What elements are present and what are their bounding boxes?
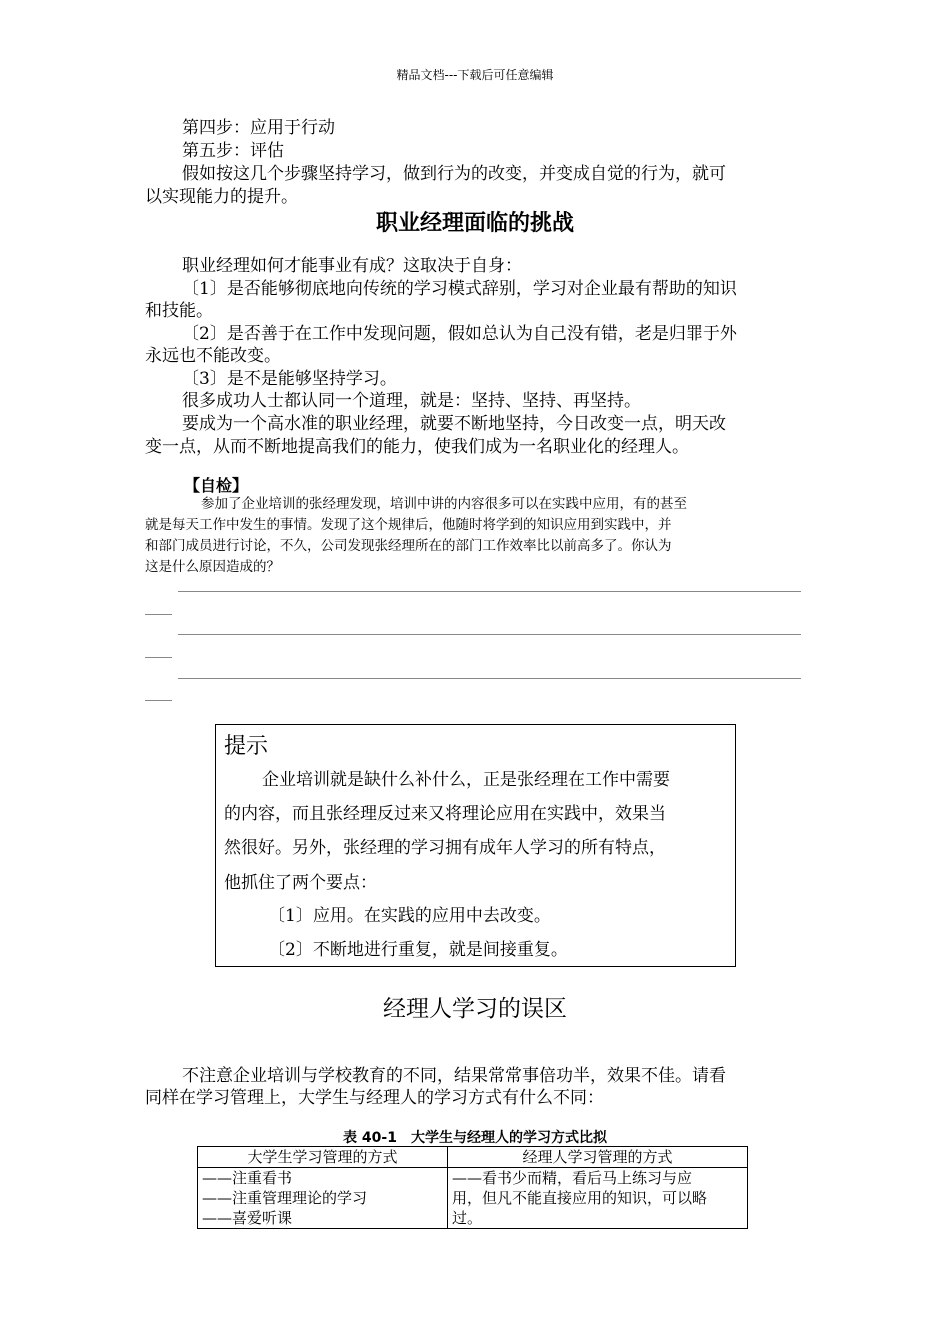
table-cell-line: 过。: [452, 1209, 483, 1227]
step-five: 第五步：评估: [182, 141, 284, 161]
section1-para2-line1: 要成为一个高水准的职业经理，就要不断地坚持，今日改变一点，明天改: [182, 414, 726, 434]
table-cell-line: ——注重管理理论的学习: [202, 1189, 368, 1207]
item1-line1: 〔1〕是否能够彻底地向传统的学习模式辞别，学习对企业最有帮助的知识: [182, 279, 737, 299]
tip-line2: 的内容，而且张经理反过来又将理论应用在实践中，效果当: [224, 804, 666, 824]
page-header: 精品文档---下载后可任意编辑: [396, 68, 554, 82]
table-cell-students: [198, 1168, 448, 1229]
tip-line1: 企业培训就是缺什么补什么，正是张经理在工作中需要: [262, 770, 670, 790]
intro-paragraph-line1: 假如按这几个步骤坚持学习，做到行为的改变，并变成自觉的行为，就可: [182, 164, 726, 184]
selfcheck-title: 【自检】: [184, 476, 249, 495]
answer-line[interactable]: [178, 634, 801, 635]
answer-line-continuation: [145, 614, 172, 615]
answer-line[interactable]: [178, 678, 801, 679]
section2-para-line1: 不注意企业培训与学校教育的不同，结果常常事倍功半，效果不佳。请看: [182, 1066, 726, 1086]
table-cell-line: ——注重看书: [202, 1169, 293, 1187]
step-four: 第四步：应用于行动: [182, 118, 335, 138]
section1-para2-line2: 变一点，从而不断地提高我们的能力，使我们成为一名职业化的经理人。: [145, 437, 689, 457]
table-header-row: [198, 1147, 748, 1168]
table-caption: 表 40-1 大学生与经理人的学习方式比拟: [343, 1130, 607, 1146]
item1-line2: 和技能。: [145, 301, 213, 321]
answer-line-continuation: [145, 700, 172, 701]
selfcheck-line2: 就是每天工作中发生的事情。发现了这个规律后，他随时将学到的知识应用到实践中，并: [145, 517, 672, 533]
selfcheck-line1: 参加了企业培训的张经理发现，培训中讲的内容很多可以在实践中应用，有的甚至: [201, 496, 687, 512]
table-row: [198, 1168, 748, 1229]
section2-para-line2: 同样在学习管理上，大学生与经理人的学习方式有什么不同：: [145, 1088, 604, 1108]
item2-line2: 永远也不能改变。: [145, 346, 281, 366]
intro-paragraph-line2: 以实现能力的提升。: [145, 187, 298, 207]
section-title-misconceptions: 经理人学习的误区: [383, 996, 567, 1022]
selfcheck-line4: 这是什么原因造成的？: [145, 559, 280, 575]
item2-line1: 〔2〕是否善于在工作中发现问题，假如总认为自己没有错，老是归罪于外: [182, 324, 737, 344]
table-cell-managers: [448, 1168, 748, 1229]
tip-point2: 〔2〕不断地进行重复，就是间接重复。: [268, 940, 568, 960]
tip-line4: 他抓住了两个要点：: [224, 873, 377, 893]
selfcheck-line3: 和部门成员进行讨论，不久，公司发现张经理所在的部门工作效率比以前高多了。你认为: [145, 538, 672, 554]
table-header-cell: 经理人学习管理的方式: [448, 1147, 748, 1168]
tip-box: [215, 724, 736, 967]
table-cell-line: ——喜爱听课: [202, 1209, 293, 1227]
table-cell-line: 用，但凡不能直接应用的知识，可以略: [452, 1189, 708, 1207]
tip-point1: 〔1〕应用。在实践的应用中去改变。: [268, 906, 551, 926]
tip-line3: 然很好。另外，张经理的学习拥有成年人学习的所有特点，: [224, 838, 666, 858]
section1-para1: 很多成功人士都认同一个道理，就是：坚持、坚持、再坚持。: [182, 391, 641, 411]
section-title-challenges: 职业经理面临的挑战: [375, 211, 574, 236]
table-header-cell: 大学生学习管理的方式: [198, 1147, 448, 1168]
comparison-table: [197, 1146, 748, 1229]
item3: 〔3〕是不是能够坚持学习。: [182, 369, 397, 389]
answer-line[interactable]: [178, 591, 801, 592]
section1-lead: 职业经理如何才能事业有成？这取决于自身：: [182, 256, 522, 276]
tip-title: 提示: [224, 734, 269, 759]
table-cell-line: ——看书少而精，看后马上练习与应: [452, 1169, 693, 1187]
answer-line-continuation: [145, 657, 172, 658]
